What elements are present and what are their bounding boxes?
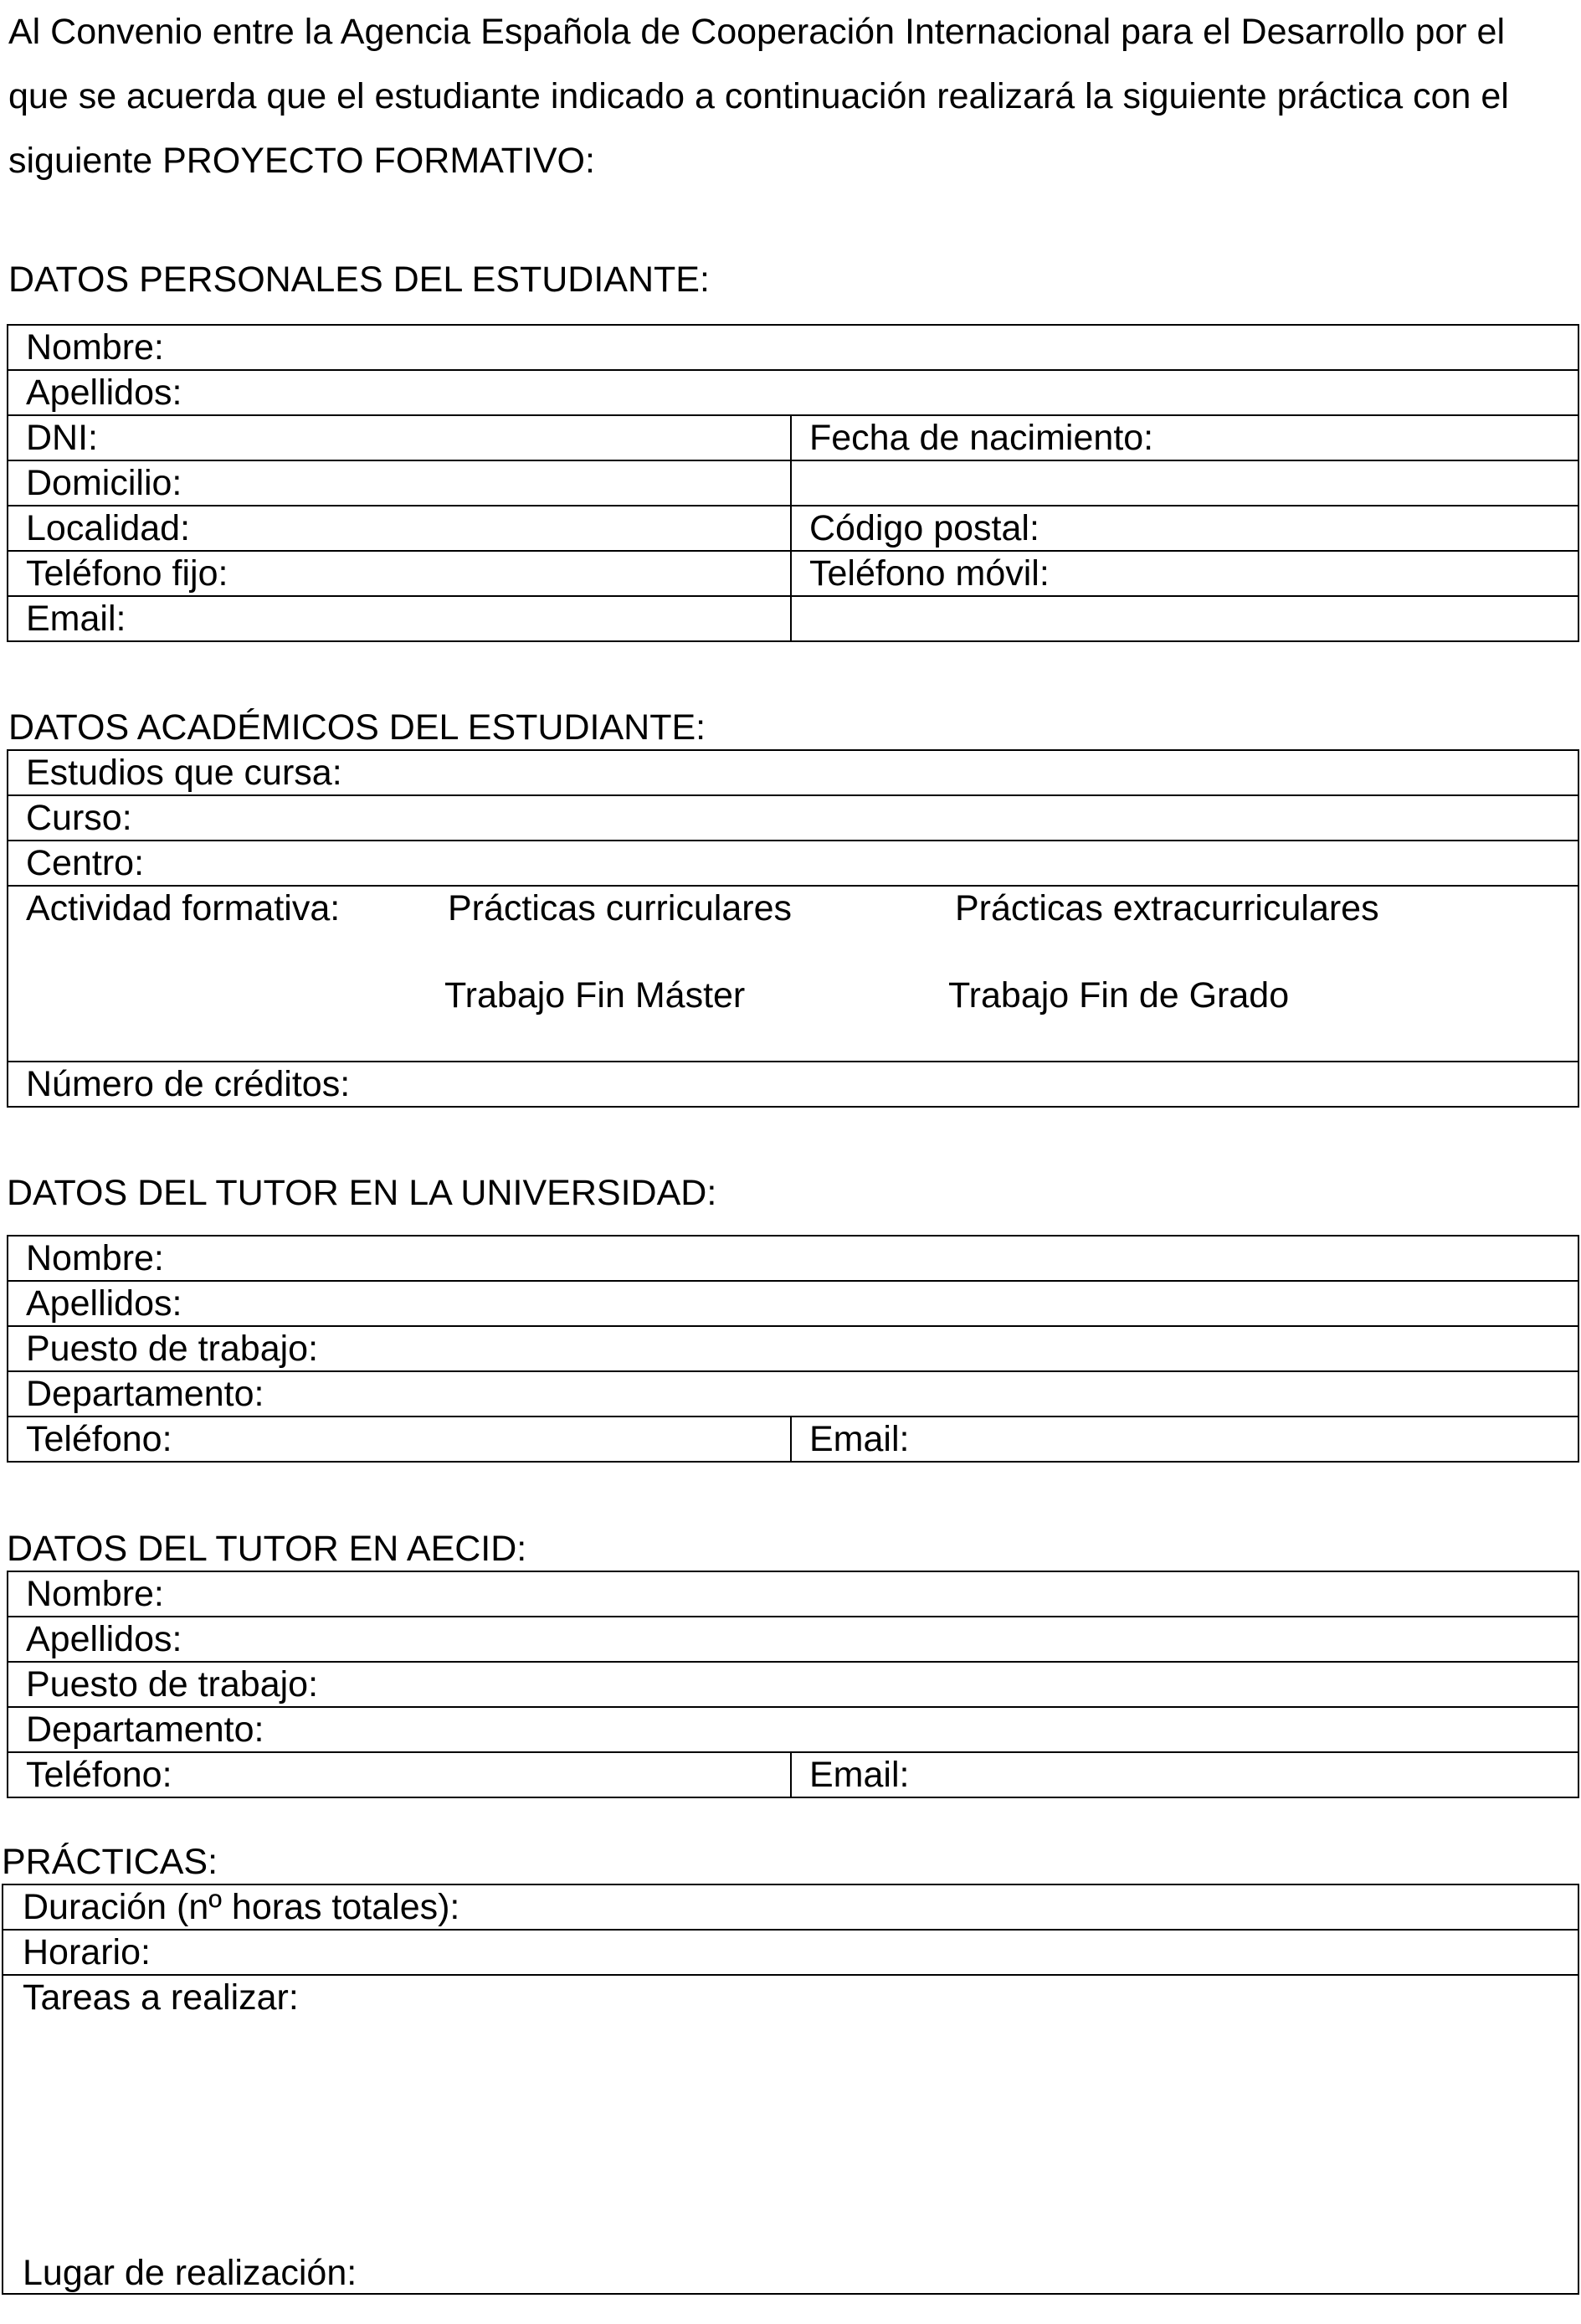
tutor-uni-departamento-field[interactable]: Departamento:: [8, 1371, 1578, 1417]
curso-field[interactable]: Curso:: [8, 795, 1578, 841]
table-row: [8, 841, 1578, 886]
localidad-field[interactable]: Localidad:: [8, 506, 791, 551]
fecha-nacimiento-field[interactable]: Fecha de nacimiento:: [791, 415, 1578, 460]
email-extra-field[interactable]: [791, 596, 1578, 641]
personal-heading: DATOS PERSONALES DEL ESTUDIANTE:: [8, 260, 710, 300]
email-field[interactable]: Email:: [8, 596, 791, 641]
table-row: [8, 1236, 1578, 1281]
option-trabajo-fin-master[interactable]: Trabajo Fin Máster: [444, 975, 746, 1015]
practicas-heading: PRÁCTICAS:: [2, 1842, 218, 1882]
centro-field[interactable]: Centro:: [8, 841, 1578, 886]
table-row: [3, 1884, 1578, 1930]
tutor-aecid-puesto-field[interactable]: Puesto de trabajo:: [8, 1662, 1578, 1707]
option-practicas-extracurriculares[interactable]: Prácticas extracurriculares: [955, 888, 1379, 928]
telefono-movil-field[interactable]: Teléfono móvil:: [791, 551, 1578, 596]
tutor-uni-email-field[interactable]: Email:: [791, 1417, 1578, 1462]
table-row: [8, 1617, 1578, 1662]
codigo-postal-field[interactable]: Código postal:: [791, 506, 1578, 551]
table-row: [8, 1417, 1578, 1462]
tutor-aecid-telefono-field[interactable]: Teléfono:: [8, 1752, 791, 1797]
table-row: [8, 1281, 1578, 1326]
table-row: [8, 460, 1578, 506]
table-row: [8, 1752, 1578, 1797]
telefono-fijo-field[interactable]: Teléfono fijo:: [8, 551, 791, 596]
intro-paragraph: Al Convenio entre la Agencia Española de Cooperación Internacional para el Desarrollo por el que se acuerda que el estudiante indicado a continuación realizará la siguiente práctica con el siguiente PROYECTO FORMATIVO:: [8, 12, 1509, 181]
table-row: [8, 1371, 1578, 1417]
nombre-field[interactable]: Nombre:: [8, 325, 1578, 370]
table-row: [8, 1062, 1578, 1107]
academic-heading: DATOS ACADÉMICOS DEL ESTUDIANTE:: [8, 707, 706, 748]
tutor-aecid-heading: DATOS DEL TUTOR EN AECID:: [7, 1529, 527, 1569]
horario-field[interactable]: Horario:: [3, 1930, 1578, 1975]
table-row: [3, 1930, 1578, 1975]
table-row: [8, 750, 1578, 795]
actividad-cell: [8, 886, 1578, 1062]
table-row: [8, 1326, 1578, 1371]
tutor-aecid-departamento-field[interactable]: Departamento:: [8, 1707, 1578, 1752]
apellidos-field[interactable]: Apellidos:: [8, 370, 1578, 415]
table-row: [3, 2249, 1578, 2294]
domicilio-extra-field[interactable]: [791, 460, 1578, 506]
tutor-uni-table: [7, 1235, 1579, 1463]
tutor-aecid-email-field[interactable]: Email:: [791, 1752, 1578, 1797]
option-trabajo-fin-grado[interactable]: Trabajo Fin de Grado: [948, 975, 1290, 1015]
creditos-field[interactable]: Número de créditos:: [8, 1062, 1578, 1107]
tutor-aecid-apellidos-field[interactable]: Apellidos:: [8, 1617, 1578, 1662]
duracion-field[interactable]: Duración (nº horas totales):: [3, 1884, 1578, 1930]
personal-table: [7, 324, 1579, 642]
table-row: [8, 551, 1578, 596]
table-row: [8, 1662, 1578, 1707]
tutor-aecid-table: [7, 1571, 1579, 1798]
table-row: [3, 1975, 1578, 2249]
table-row: [8, 886, 1578, 1062]
actividad-label: Actividad formativa:: [26, 888, 341, 928]
table-row: [8, 1571, 1578, 1617]
table-row: [8, 370, 1578, 415]
tutor-aecid-nombre-field[interactable]: Nombre:: [8, 1571, 1578, 1617]
table-row: [8, 415, 1578, 460]
tutor-uni-apellidos-field[interactable]: Apellidos:: [8, 1281, 1578, 1326]
tutor-uni-nombre-field[interactable]: Nombre:: [8, 1236, 1578, 1281]
table-row: [8, 325, 1578, 370]
tutor-uni-heading: DATOS DEL TUTOR EN LA UNIVERSIDAD:: [7, 1173, 717, 1213]
domicilio-field[interactable]: Domicilio:: [8, 460, 791, 506]
lugar-field[interactable]: Lugar de realización:: [3, 2249, 1578, 2294]
table-row: [8, 1707, 1578, 1752]
estudios-field[interactable]: Estudios que cursa:: [8, 750, 1578, 795]
practicas-table: [2, 1884, 1579, 2295]
table-row: [8, 596, 1578, 641]
dni-field[interactable]: DNI:: [8, 415, 791, 460]
academic-table: [7, 749, 1579, 1108]
table-row: [8, 506, 1578, 551]
tareas-field[interactable]: Tareas a realizar:: [3, 1975, 1578, 2249]
tutor-uni-puesto-field[interactable]: Puesto de trabajo:: [8, 1326, 1578, 1371]
table-row: [8, 795, 1578, 841]
tutor-uni-telefono-field[interactable]: Teléfono:: [8, 1417, 791, 1462]
option-practicas-curriculares[interactable]: Prácticas curriculares: [448, 888, 792, 928]
